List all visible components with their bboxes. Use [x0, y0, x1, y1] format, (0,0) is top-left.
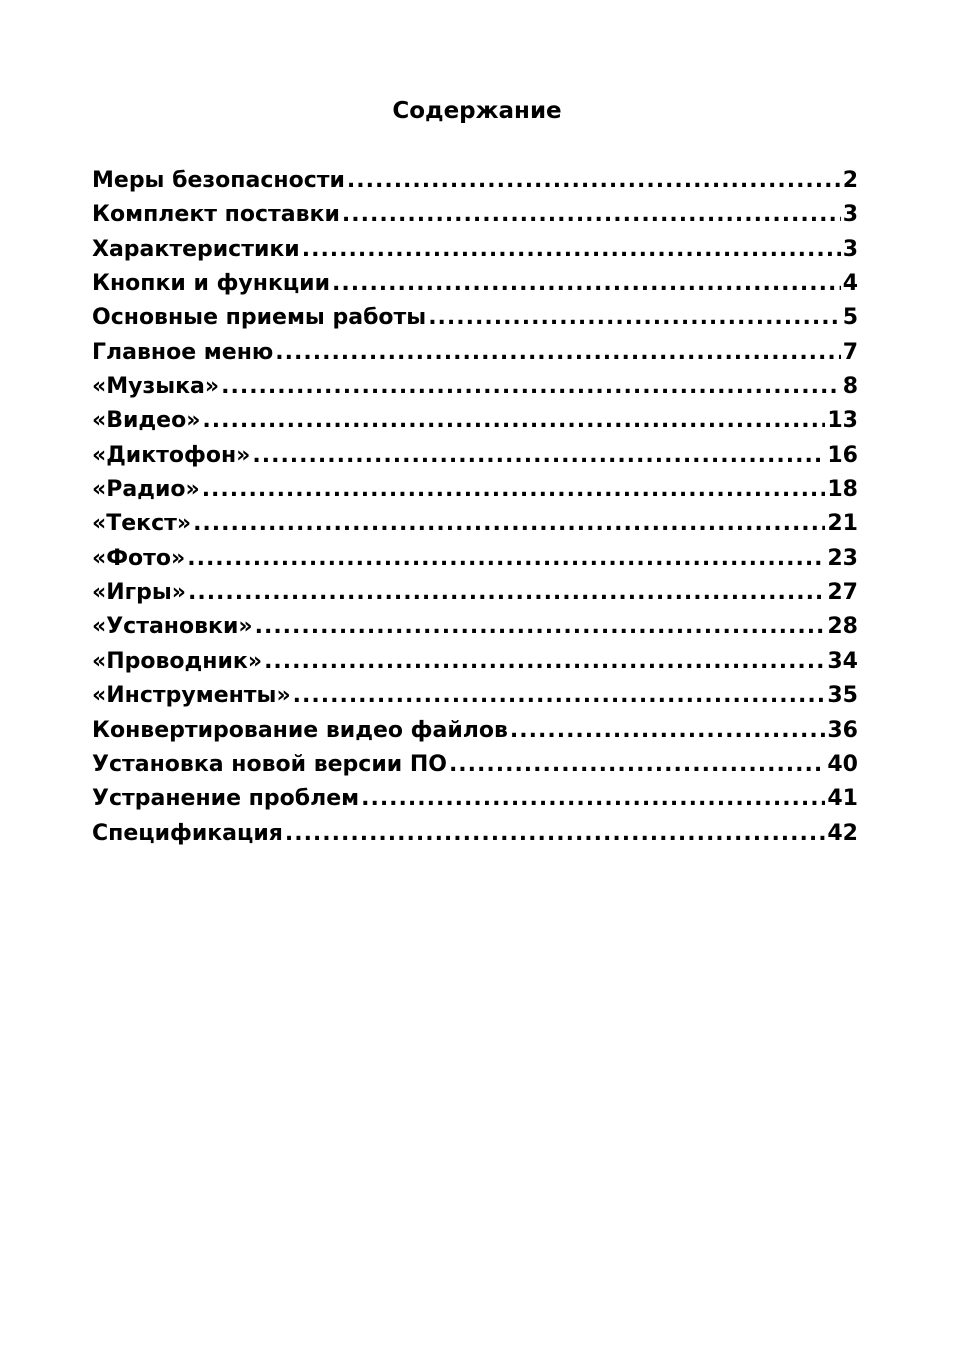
- toc-entry[interactable]: [92, 576, 858, 610]
- toc-entry-label: «Фото»: [92, 545, 186, 571]
- toc-entry[interactable]: [92, 542, 858, 576]
- toc-dot-leader: [332, 267, 841, 301]
- toc-dot-leader: [193, 507, 825, 541]
- toc-entry-page: 5: [842, 305, 858, 331]
- toc-entry[interactable]: [92, 404, 858, 438]
- toc-dot-leader: [187, 542, 825, 576]
- toc-entry-label: «Игры»: [92, 580, 186, 606]
- toc-dot-leader: [285, 817, 826, 851]
- toc-entry-page: 35: [827, 683, 858, 709]
- toc-entry-label: «Установки»: [92, 614, 253, 640]
- toc-entry-label: Основные приемы работы: [92, 305, 427, 331]
- toc-dot-leader: [293, 679, 826, 713]
- toc-entry[interactable]: [92, 336, 858, 370]
- toc-entry[interactable]: [92, 679, 858, 713]
- toc-entry-label: Комплект поставки: [92, 202, 340, 228]
- toc-dot-leader: [428, 301, 840, 335]
- toc-entry-page: 8: [842, 374, 858, 400]
- toc-entry-label: Главное меню: [92, 339, 274, 365]
- toc-dot-leader: [302, 233, 841, 267]
- toc-entry[interactable]: [92, 610, 858, 644]
- toc-entry-label: Конвертирование видео файлов: [92, 717, 508, 743]
- toc-entry[interactable]: [92, 782, 858, 816]
- toc-dot-leader: [202, 473, 826, 507]
- toc-dot-leader: [252, 439, 825, 473]
- toc-entry[interactable]: [92, 748, 858, 782]
- toc-dot-leader: [255, 610, 826, 644]
- toc-entry[interactable]: [92, 714, 858, 748]
- toc-entry-label: «Проводник»: [92, 648, 263, 674]
- toc-entry-label: «Музыка»: [92, 374, 220, 400]
- toc-entry-label: «Видео»: [92, 408, 201, 434]
- toc-entry-page: 3: [842, 236, 858, 262]
- toc-entry-label: «Инструменты»: [92, 683, 291, 709]
- toc-entry-page: 2: [842, 168, 858, 193]
- toc-entry-label: Кнопки и функции: [92, 271, 331, 297]
- toc-entry-label: «Диктофон»: [92, 442, 251, 468]
- toc-entry-page: 7: [842, 339, 858, 365]
- toc-entry-label: Меры безопасности: [92, 168, 345, 193]
- toc-entry-page: 13: [827, 408, 858, 434]
- toc-entry[interactable]: [92, 473, 858, 507]
- toc-dot-leader: [347, 164, 841, 198]
- toc-dot-leader: [275, 336, 840, 370]
- toc-entry[interactable]: [92, 198, 858, 232]
- toc-dot-leader: [264, 645, 825, 679]
- toc-entry[interactable]: [92, 164, 858, 198]
- toc-entry[interactable]: [92, 817, 858, 851]
- toc-entry-page: 27: [827, 580, 858, 606]
- toc-dot-leader: [202, 404, 825, 438]
- toc-entry[interactable]: [92, 233, 858, 267]
- toc-entry-page: 40: [827, 751, 858, 777]
- toc-entry[interactable]: [92, 370, 858, 404]
- toc-entry[interactable]: [92, 301, 858, 335]
- toc-entry-label: Устранение проблем: [92, 786, 360, 812]
- toc-entry-label: «Радио»: [92, 477, 200, 503]
- toc-entry[interactable]: [92, 439, 858, 473]
- table-of-contents: [92, 164, 858, 851]
- toc-dot-leader: [221, 370, 841, 404]
- toc-entry-label: Спецификация: [92, 820, 283, 846]
- toc-entry-label: Установка новой версии ПО: [92, 751, 447, 777]
- toc-entry[interactable]: [92, 267, 858, 301]
- toc-dot-leader: [449, 748, 825, 782]
- toc-dot-leader: [361, 782, 825, 816]
- toc-dot-leader: [342, 198, 841, 232]
- toc-entry-page: 18: [827, 477, 858, 503]
- toc-title: Содержание: [392, 98, 562, 124]
- toc-entry[interactable]: [92, 645, 858, 679]
- toc-entry-page: 16: [827, 442, 858, 468]
- toc-entry-page: 3: [842, 202, 858, 228]
- toc-dot-leader: [188, 576, 825, 610]
- toc-entry-page: 4: [842, 271, 858, 297]
- toc-entry-page: 41: [827, 786, 858, 812]
- toc-entry[interactable]: [92, 507, 858, 541]
- toc-entry-page: 42: [827, 820, 858, 846]
- toc-entry-page: 23: [827, 545, 858, 571]
- toc-dot-leader: [510, 714, 825, 748]
- toc-entry-label: «Текст»: [92, 511, 192, 537]
- toc-entry-page: 21: [827, 511, 858, 537]
- toc-entry-page: 36: [827, 717, 858, 743]
- toc-entry-page: 34: [827, 648, 858, 674]
- toc-entry-page: 28: [827, 614, 858, 640]
- toc-entry-label: Характеристики: [92, 236, 300, 262]
